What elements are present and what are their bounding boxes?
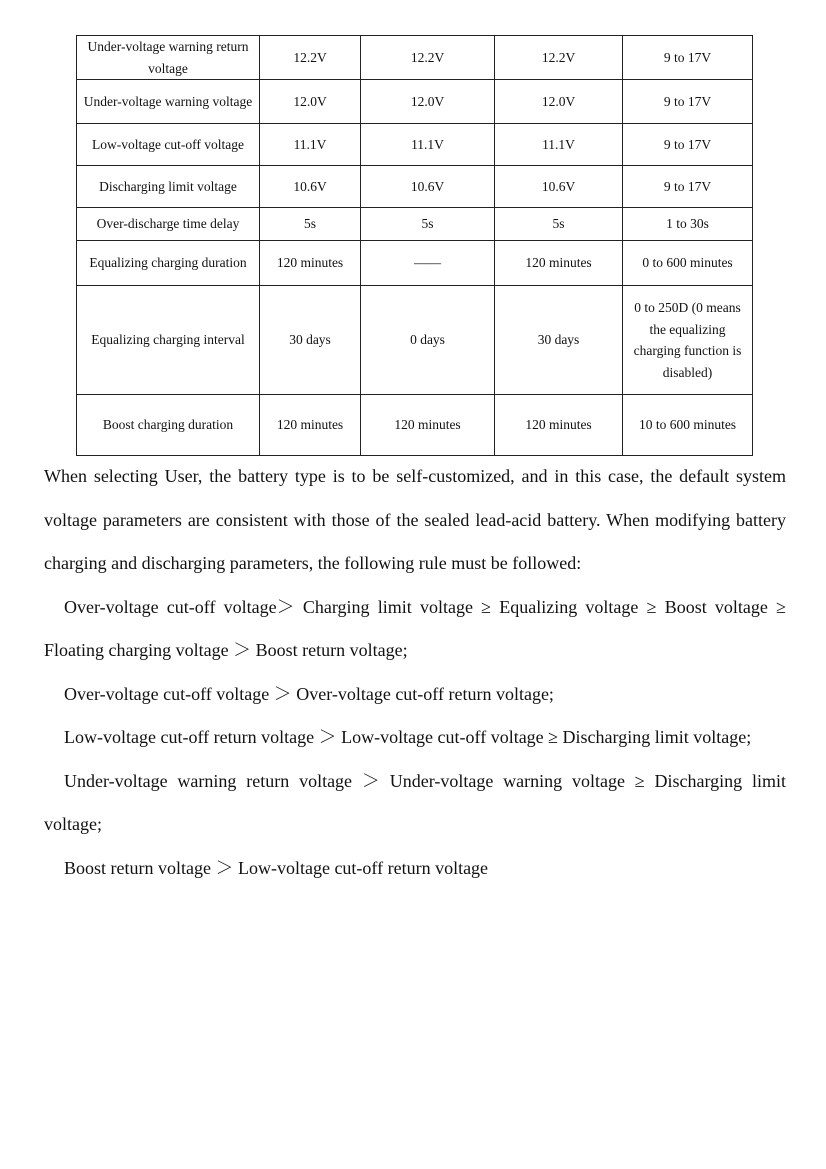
param-name-cell: Over-discharge time delay	[77, 208, 260, 241]
table-row	[77, 166, 753, 208]
value-cell: 11.1V	[495, 124, 623, 166]
table-row	[77, 36, 753, 80]
value-cell: 120 minutes	[260, 395, 361, 456]
range-cell: 9 to 17V	[623, 124, 753, 166]
range-cell: 9 to 17V	[623, 80, 753, 124]
value-cell: 30 days	[260, 286, 361, 395]
value-cell: 120 minutes	[361, 395, 495, 456]
table-row	[77, 208, 753, 241]
value-cell: 0 days	[361, 286, 495, 395]
value-cell: 10.6V	[361, 166, 495, 208]
value-cell: 12.0V	[361, 80, 495, 124]
range-cell: 9 to 17V	[623, 166, 753, 208]
param-name-cell: Under-voltage warning return voltage	[77, 36, 260, 80]
param-name-cell: Discharging limit voltage	[77, 166, 260, 208]
value-cell: 12.2V	[495, 36, 623, 80]
value-cell: 5s	[495, 208, 623, 241]
value-cell: 5s	[361, 208, 495, 241]
rule-paragraph: Low-voltage cut-off return voltage ＞ Low-voltage cut-off voltage ≥ Discharging limit voltage;	[64, 727, 752, 747]
range-cell: 10 to 600 minutes	[623, 395, 753, 456]
range-cell: 0 to 250D (0 means the equalizing charging function is disabled)	[623, 286, 753, 395]
value-cell: 30 days	[495, 286, 623, 395]
value-cell: 12.0V	[495, 80, 623, 124]
table-row	[77, 80, 753, 124]
param-name-cell: Boost charging duration	[77, 395, 260, 456]
table-row	[77, 286, 753, 395]
value-cell: ——	[361, 241, 495, 286]
value-cell: 12.2V	[260, 36, 361, 80]
value-cell: 5s	[260, 208, 361, 241]
param-name-cell: Equalizing charging interval	[77, 286, 260, 395]
rule-paragraph: Boost return voltage ＞ Low-voltage cut-off return voltage	[64, 857, 489, 878]
value-cell: 10.6V	[495, 166, 623, 208]
param-name-cell: Low-voltage cut-off voltage	[77, 124, 260, 166]
value-cell: 11.1V	[260, 124, 361, 166]
range-cell: 1 to 30s	[623, 208, 753, 241]
range-cell: 0 to 600 minutes	[623, 241, 753, 286]
table-row	[77, 124, 753, 166]
rule-paragraph: Over-voltage cut-off voltage ＞ Over-voltage cut-off return voltage;	[64, 683, 554, 704]
rule-paragraph: Under-voltage warning return voltage ＞ Under-voltage warning voltage ≥ Discharging limit voltage;	[44, 770, 786, 834]
value-cell: 12.0V	[260, 80, 361, 124]
intro-paragraph: When selecting User, the battery type is to be self-customized, and in this case, the default system voltage parameters are consistent with those of the sealed lead-acid battery. When modifying battery charging and discharging parameters, the following rule must be followed:	[44, 466, 786, 573]
param-name-cell: Under-voltage warning voltage	[77, 80, 260, 124]
value-cell: 12.2V	[361, 36, 495, 80]
rule-paragraph: Over-voltage cut-off voltage＞ Charging limit voltage ≥ Equalizing voltage ≥ Boost voltage ≥ Floating charging voltage ＞ Boost return voltage;	[44, 596, 786, 660]
param-name-cell: Equalizing charging duration	[77, 241, 260, 286]
table-row	[77, 395, 753, 456]
body-text	[44, 455, 786, 890]
range-cell: 9 to 17V	[623, 36, 753, 80]
value-cell: 120 minutes	[495, 241, 623, 286]
value-cell: 10.6V	[260, 166, 361, 208]
value-cell: 120 minutes	[260, 241, 361, 286]
value-cell: 11.1V	[361, 124, 495, 166]
value-cell: 120 minutes	[495, 395, 623, 456]
battery-parameter-table	[76, 35, 753, 456]
table-row	[77, 241, 753, 286]
